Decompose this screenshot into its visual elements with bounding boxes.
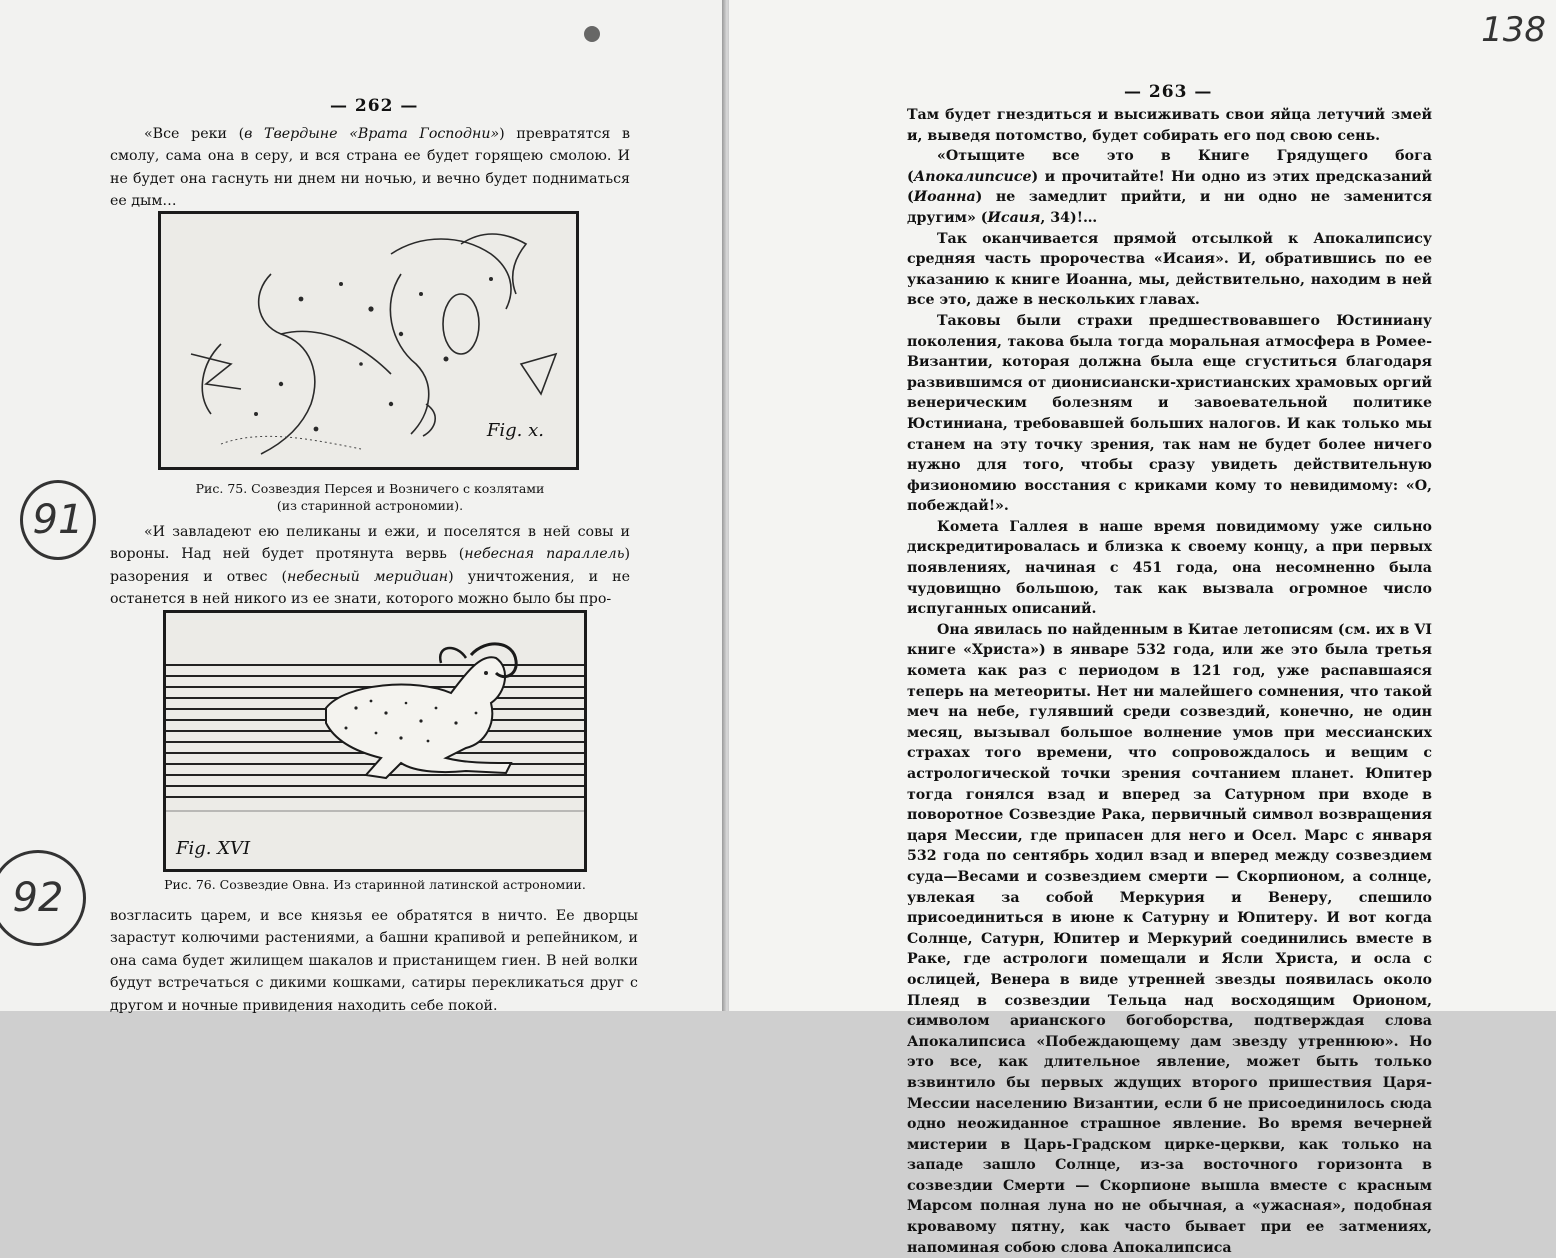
- figure-aries: [163, 610, 587, 872]
- figure-2-caption: Рис. 76. Созвездие Овна. Из старинной латинской астрономии.: [164, 877, 586, 892]
- text-run: ) и прочитайте! Ни одно из этих предсказаний (: [907, 168, 1432, 206]
- caption-line: Рис. 75. Созвездия Персея и Возничего с козлятами: [195, 481, 545, 496]
- ink-smudge: [584, 26, 600, 42]
- paragraph-2: [110, 521, 630, 611]
- page-number-262: — 262 —: [330, 96, 419, 116]
- margin-note-circled: 92: [0, 850, 86, 946]
- text-run: ) уничтожения, и не останется в ней никого из ее знати, которого можно было бы про-: [110, 568, 630, 608]
- paragraph-3: возгласить царем, и все князья ее обратятся в ничто. Ее дворцы зарастут колючими растениями, а башни крапивой и репейником, и она сама будет жилищем шакалов и пристанищем гиен. В ней волки будут встречаться с дикими кошками, сатиры перекликаться друг с другом и ночные привидения находить себе покой.: [110, 908, 638, 1014]
- text-run: «Все реки (: [144, 126, 245, 142]
- paragraph-r3: Так оканчивается прямой отсылкой к Апокалипсису средняя часть пророчества «Исаия». И, обратившись по ее указанию к книге Иоанна, мы, действительно, находим в ней все это, даже в нескольких главах.: [907, 230, 1432, 309]
- paragraph-1: [110, 123, 630, 213]
- text-run: , 34)!…: [1040, 209, 1098, 226]
- italic-run: в Твердыне «Врата Господни»: [244, 126, 500, 142]
- italic-run: Апокалипсисе: [913, 168, 1032, 185]
- italic-run: небесная параллель: [464, 546, 625, 563]
- text-run: «Отыщите все это в Книге Грядущего бога (: [907, 148, 1432, 185]
- figure-perseus-auriga: [158, 211, 579, 470]
- paragraph-r2: [907, 146, 1432, 228]
- text-run: ) разорения и отвес (: [110, 546, 630, 585]
- right-page: [729, 0, 1556, 1256]
- margin-note-circled: 91: [20, 480, 96, 560]
- text-run: ) не замедлит прийти, и ни одно не заменится другим» (: [907, 189, 1432, 226]
- italic-run: Исаия: [987, 209, 1041, 226]
- left-page: [0, 0, 725, 1014]
- aries-engraving: [166, 613, 584, 869]
- paragraph-r1: Там будет гнездиться и высиживать свои яйца летучий змей и, выведя потомство, будет собирать его под свою сень.: [907, 107, 1432, 144]
- figure-label: Fig. XVI: [176, 838, 251, 859]
- italic-run: Иоанна: [913, 189, 976, 206]
- text-run: «И завладеют ею пеликаны и ежи, и поселятся в ней совы и вороны. Над ней будет протянута вервь (: [110, 524, 630, 563]
- corner-page-note: 138: [1481, 10, 1546, 50]
- caption-line: (из старинной астрономии).: [276, 498, 464, 513]
- figure-1-caption: [170, 480, 570, 514]
- paragraph-r6: Она явилась по найденным в Китае летописям (см. их в VI книге «Христа») в январе 532 года, или же это была третья комета как раз с периодом в 121 год, уже распавшаяся теперь на метеориты. Нет ни малейшего сомнения, что такой меч на небе, гулявший среди созвездий, конечно, не один месяц, вызывал большое волнение умов при мессианских страхах того времени, что сопровождалось и вещим с астрологической точки зрения сочтанием планет. Юпитер тогда гонялся взад и вперед за Сатурном при входе в поворотное Созвездие Рака, первичный символ возвращения царя Мессии, где припасен для него и Осел. Марс с января 532 года по сентябрь ходил взад и вперед между созвездием суда—Весами и созвездием смерти — Скорпионом, а солнце, увлекая за собой Меркурия и Венеру, спешило присоединиться в июне к Сатурну и Юпитеру. И вот когда Солнце, Сатурн, Юпитер и Меркурий соединились вместе в Раке, где астрологи помещали и Ясли Христа, и осла с ослицей, Венера в виде утренней звезды появилась около Плеяд в созвездии Тельца над восходящим Орионом, символом арианского богоборства, подтверждая слова Апокалипсиса «Побеждающему дам звезду утреннюю». Но это все, как длительное явление, может быть только взвинтило бы первых ждущих второго пришествия Царя-Мессии населению Византии, если б не присоединилось сюда одно неожиданное страшное явление. Во время вечерней мистерии в Царь-Градском цирке-церкви, как только на западе зашло Солнце, из-за восточного горизонта в созвездии Смерти — Скорпионе вышла вместе с красным Марсом полная луна но не обычная, а «ужасная», подобная кровавому пятну, как часто бывает при ее затмениях, напоминая собою слова Апокалипсиса: [907, 621, 1432, 1256]
- right-text-block: [907, 105, 1432, 1258]
- paragraph-r5: Комета Галлея в наше время повидимому уже сильно дискредитировалась и близка к своему концу, а при первых появлениях, начиная с 451 года, она несомненно была чудовищно большою, так как вызвала огромное число испуганных описаний.: [907, 518, 1432, 618]
- italic-run: небесный меридиан: [287, 568, 449, 585]
- page-number-263: — 263 —: [1124, 82, 1213, 102]
- text-run: ) превратятся в смолу, сама она в серу, и вся страна ее будет горящею смолою. И не будет она гаснуть ни днем ни ночью, и вечно будет подниматься ее дым…: [110, 126, 630, 210]
- figure-label: Fig. x.: [486, 420, 544, 441]
- paragraph-r4: Таковы были страхи предшествовавшего Юстиниану поколения, такова была тогда моральная атмосфера в Ромее-Византии, которая должна была еще сгуститься благодаря развившимся от дионисиански-христианских храмовых оргий венерическим болезням и завоевательной политике Юстиниана, требовавшей больших налогов. И как только мы станем на эту точку зрения, так нам не будет более ничего нужно для того, чтобы сразу увидеть действительную физиономию восстания с криками кому то невидимому: «О, побеждай!».: [907, 312, 1432, 515]
